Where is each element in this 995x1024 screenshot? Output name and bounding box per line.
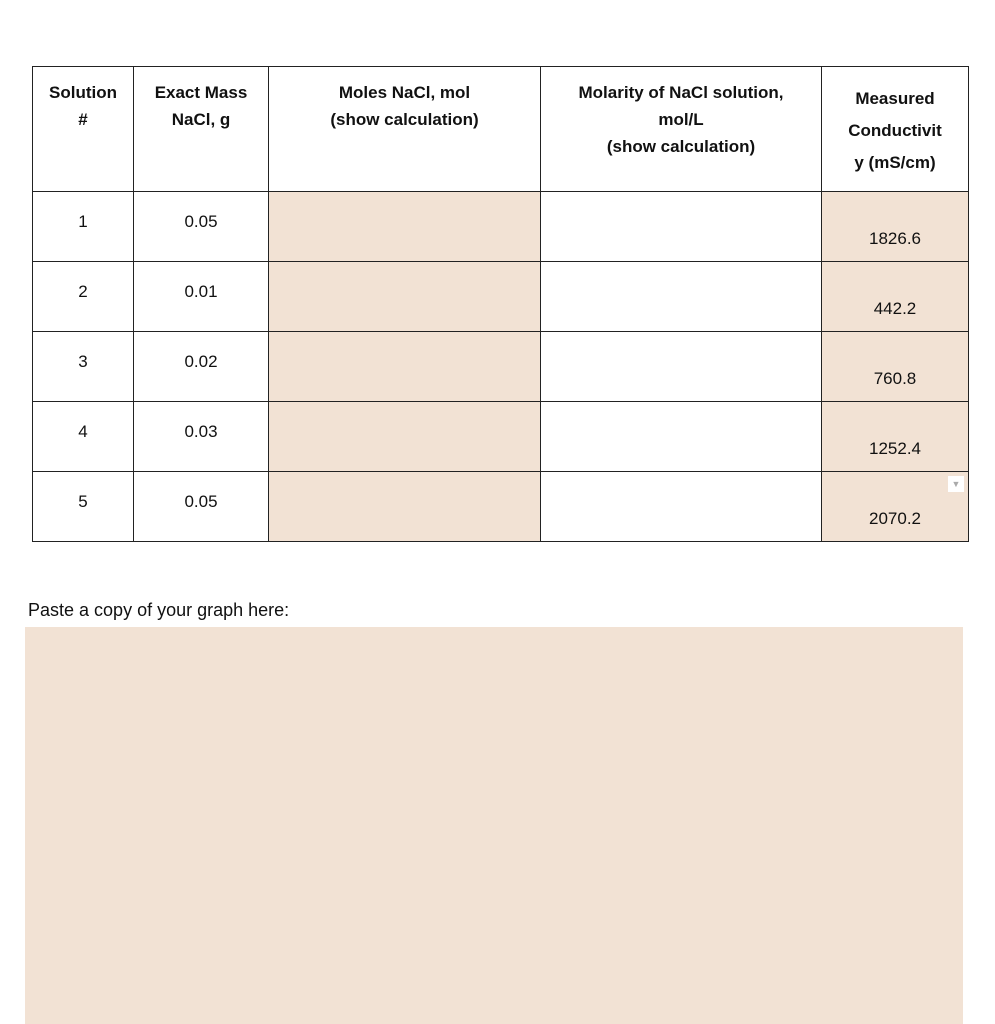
mass-cell: 0.03 bbox=[134, 402, 269, 472]
conductivity-cell bbox=[822, 332, 969, 402]
mass-cell: 0.05 bbox=[134, 192, 269, 262]
data-table bbox=[32, 66, 969, 542]
header-moles bbox=[269, 67, 541, 192]
header-line: Solution bbox=[49, 83, 117, 102]
moles-input-cell[interactable] bbox=[269, 262, 541, 332]
molarity-input-cell[interactable] bbox=[541, 332, 822, 402]
conductivity-cell bbox=[822, 192, 969, 262]
header-line: NaCl, g bbox=[171, 110, 231, 129]
conductivity-cell bbox=[822, 402, 969, 472]
table-row bbox=[33, 402, 969, 472]
table-row bbox=[33, 262, 969, 332]
moles-input-cell[interactable] bbox=[269, 402, 541, 472]
moles-input-cell[interactable] bbox=[269, 472, 541, 542]
header-line: Conductivit bbox=[848, 121, 942, 140]
header-line: Molarity of NaCl solution, bbox=[578, 83, 784, 102]
mass-cell: 0.05 bbox=[134, 472, 269, 542]
header-molarity bbox=[541, 67, 822, 192]
graph-label: Paste a copy of your graph here: bbox=[28, 600, 290, 620]
header-line: mol/L bbox=[658, 110, 704, 129]
solution-cell: 3 bbox=[33, 332, 134, 402]
header-line: y (mS/cm) bbox=[854, 153, 936, 172]
molarity-input-cell[interactable] bbox=[541, 472, 822, 542]
conductivity-value: 1252.4 bbox=[869, 439, 921, 458]
mass-cell: 0.01 bbox=[134, 262, 269, 332]
molarity-input-cell[interactable] bbox=[541, 192, 822, 262]
header-row bbox=[33, 67, 969, 192]
header-line: Exact Mass bbox=[154, 83, 248, 102]
conductivity-value: 760.8 bbox=[873, 369, 917, 388]
header-line: (show calculation) bbox=[330, 110, 479, 129]
graph-paste-area[interactable] bbox=[25, 627, 963, 1024]
header-solution bbox=[33, 67, 134, 192]
table-row bbox=[33, 192, 969, 262]
conductivity-cell bbox=[822, 262, 969, 332]
table-row bbox=[33, 332, 969, 402]
molarity-input-cell[interactable] bbox=[541, 262, 822, 332]
conductivity-value: 1826.6 bbox=[869, 229, 921, 248]
mass-cell: 0.02 bbox=[134, 332, 269, 402]
solution-cell: 2 bbox=[33, 262, 134, 332]
header-line: (show calculation) bbox=[606, 137, 756, 156]
solution-cell: 4 bbox=[33, 402, 134, 472]
conductivity-value: 442.2 bbox=[873, 299, 917, 318]
table-row bbox=[33, 472, 969, 542]
header-mass bbox=[134, 67, 269, 192]
solution-cell: 1 bbox=[33, 192, 134, 262]
conductivity-cell bbox=[822, 472, 969, 542]
solution-cell: 5 bbox=[33, 472, 134, 542]
dropdown-arrow-icon[interactable]: ▼ bbox=[948, 476, 964, 492]
moles-input-cell[interactable] bbox=[269, 192, 541, 262]
header-line: Moles NaCl, mol bbox=[338, 83, 471, 102]
header-line: # bbox=[78, 110, 88, 129]
conductivity-value: 2070.2 bbox=[869, 509, 921, 528]
moles-input-cell[interactable] bbox=[269, 332, 541, 402]
header-line: Measured bbox=[855, 89, 935, 108]
molarity-input-cell[interactable] bbox=[541, 402, 822, 472]
header-conductivity bbox=[822, 67, 969, 192]
